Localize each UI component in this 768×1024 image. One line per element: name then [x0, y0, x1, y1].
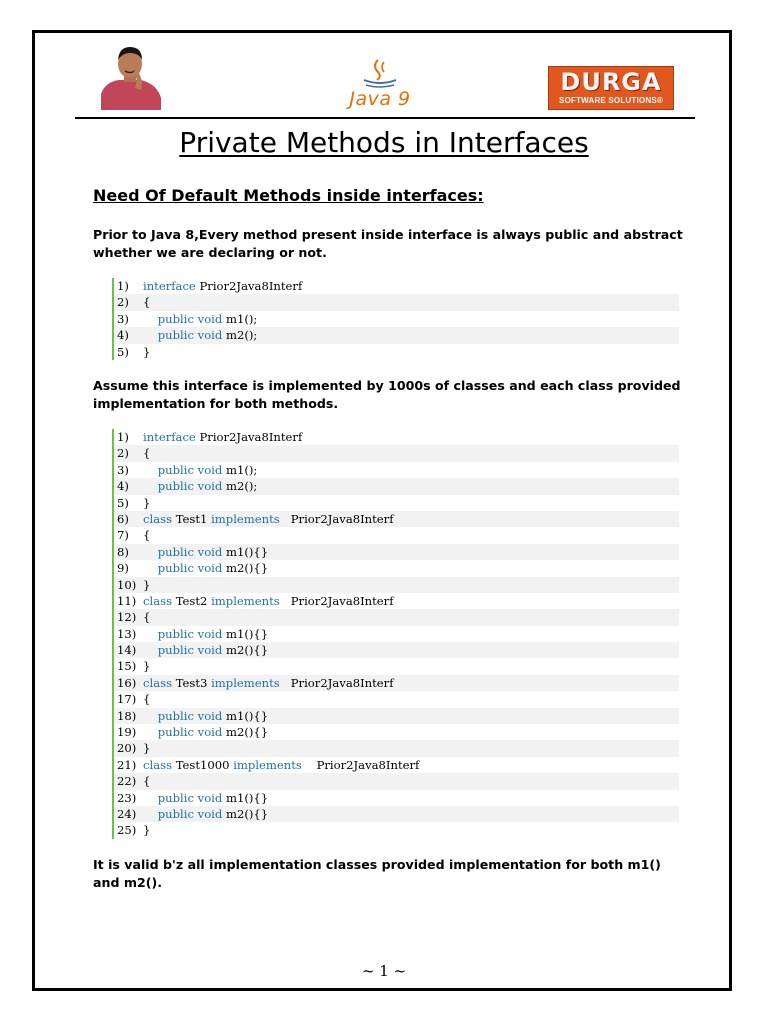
code-keyword: class: [143, 757, 173, 772]
code-line-number: 11): [117, 593, 137, 608]
code-line: [114, 822, 679, 838]
code-text: [143, 791, 158, 805]
code-text: }: [143, 659, 151, 674]
code-text: {: [143, 610, 151, 625]
java-logo-text: Java 9: [349, 88, 411, 110]
code-text: [143, 627, 158, 641]
code-text: [143, 561, 158, 575]
conclusion-paragraph: It is valid b'z all implementation classes provided implementation for both m1() and m2().: [93, 857, 661, 890]
java-9-logo: [328, 58, 432, 110]
code-line-number: 4): [117, 328, 129, 343]
page-title: Private Methods in Interfaces: [179, 126, 589, 159]
code-text: [143, 643, 158, 657]
code-line-number: 10): [117, 577, 137, 592]
section-heading: Need Of Default Methods inside interfaces:: [93, 186, 484, 205]
code-text: Prior2Java8Interf: [195, 430, 303, 444]
code-line: [114, 773, 679, 789]
code-text: Prior2Java8Interf: [279, 593, 394, 608]
code-line: [114, 544, 679, 560]
code-keyword: public void: [157, 708, 223, 723]
code-line: [114, 429, 679, 445]
code-line: [114, 790, 679, 806]
code-keyword: public void: [157, 544, 223, 559]
code-line: [114, 708, 679, 724]
code-keyword: public void: [157, 561, 223, 576]
code-text: m1();: [222, 311, 258, 326]
code-text: [143, 463, 158, 477]
code-line: [114, 511, 679, 527]
code-keyword: public void: [157, 725, 223, 740]
code-line-number: 3): [117, 462, 129, 477]
code-keyword: implements: [211, 593, 280, 608]
code-line-number: 12): [117, 610, 137, 625]
code-line: [114, 757, 679, 773]
code-text: m2(){}: [222, 725, 269, 740]
code-line-number: 6): [117, 511, 129, 526]
code-line-number: 9): [117, 561, 129, 576]
code-keyword: implements: [211, 511, 280, 526]
intro-paragraph: Prior to Java 8,Every method present inside interface is always public and abstract whether we are declaring or not.: [93, 227, 683, 260]
code-text: m1(){}: [222, 626, 269, 641]
code-line-number: 16): [117, 675, 137, 690]
code-line: [114, 609, 679, 625]
code-keyword: public void: [157, 806, 223, 821]
code-keyword: public void: [157, 462, 223, 477]
code-keyword: public void: [157, 311, 223, 326]
code-text: [143, 479, 158, 493]
code-keyword: public void: [157, 643, 223, 658]
code-line-number: 25): [117, 823, 137, 838]
code-line: [114, 675, 679, 691]
code-text: m2(){}: [222, 561, 269, 576]
code-line: [114, 642, 679, 658]
code-text: }: [143, 344, 151, 359]
code-text: }: [143, 823, 151, 838]
code-line: [114, 527, 679, 543]
code-listing-interface: [112, 278, 679, 360]
code-line-number: 1): [117, 279, 129, 293]
page-number: ~ 1 ~: [361, 962, 407, 980]
code-line-number: 2): [117, 295, 129, 310]
code-keyword: class: [143, 511, 173, 526]
code-line: [114, 691, 679, 707]
code-keyword: public void: [157, 479, 223, 494]
code-text: Test1: [172, 511, 212, 526]
durga-logo-name: DURGA: [560, 68, 662, 96]
code-keyword: public void: [157, 790, 223, 805]
code-line: [114, 495, 679, 511]
code-line: [114, 344, 679, 360]
code-text: [143, 328, 158, 342]
code-line: [114, 806, 679, 822]
code-line-number: 15): [117, 659, 137, 674]
code-line-number: 20): [117, 741, 137, 756]
code-text: m2();: [222, 479, 258, 494]
code-text: Test1000: [172, 757, 234, 772]
code-line-number: 7): [117, 528, 129, 543]
code-line: [114, 593, 679, 609]
code-line-number: 5): [117, 495, 129, 510]
header-divider: [75, 117, 695, 119]
code-keyword: class: [143, 593, 173, 608]
code-text: [143, 725, 158, 739]
code-text: {: [143, 528, 151, 543]
code-line-number: 2): [117, 446, 129, 461]
code-text: [143, 312, 158, 326]
code-line-number: 1): [117, 430, 129, 444]
code-text: Prior2Java8Interf: [279, 511, 394, 526]
code-line: [114, 626, 679, 642]
assumption-paragraph: Assume this interface is implemented by 1000s of classes and each class provided implementation for both methods.: [93, 378, 681, 411]
code-keyword: class: [143, 675, 173, 690]
code-text: [143, 709, 158, 723]
code-text: Prior2Java8Interf: [279, 675, 394, 690]
code-line: [114, 478, 679, 494]
code-text: m2();: [222, 328, 258, 343]
durga-logo-tagline: SOFTWARE SOLUTIONS®: [559, 96, 663, 105]
code-listing-implementations: [112, 429, 679, 839]
code-text: }: [143, 577, 151, 592]
code-keyword: interface: [143, 430, 196, 444]
code-line: [114, 445, 679, 461]
code-line: [114, 311, 679, 327]
code-text: Prior2Java8Interf: [195, 279, 303, 293]
code-line-number: 8): [117, 544, 129, 559]
code-line-number: 4): [117, 479, 129, 494]
code-line-number: 17): [117, 692, 137, 707]
code-line-number: 21): [117, 757, 137, 772]
code-line-number: 3): [117, 311, 129, 326]
code-text: }: [143, 741, 151, 756]
code-line-number: 13): [117, 626, 137, 641]
coffee-cup-icon: [328, 58, 432, 90]
code-text: m2(){}: [222, 643, 269, 658]
code-line-number: 5): [117, 344, 129, 359]
code-keyword: interface: [143, 279, 196, 293]
code-text: {: [143, 774, 151, 789]
code-text: {: [143, 295, 151, 310]
code-text: Prior2Java8Interf: [301, 757, 420, 772]
code-text: [143, 807, 158, 821]
code-keyword: implements: [211, 675, 280, 690]
code-keyword: public void: [157, 626, 223, 641]
code-line-number: 14): [117, 643, 137, 658]
durga-logo: [548, 66, 674, 110]
code-text: m1(){}: [222, 790, 269, 805]
code-text: [143, 545, 158, 559]
code-line: [114, 327, 679, 343]
code-line-number: 22): [117, 774, 137, 789]
code-line-number: 18): [117, 708, 137, 723]
code-text: m1(){}: [222, 544, 269, 559]
code-line: [114, 278, 679, 294]
code-text: m2(){}: [222, 806, 269, 821]
code-line: [114, 462, 679, 478]
code-text: m1(){}: [222, 708, 269, 723]
code-text: Test2: [172, 593, 212, 608]
code-line: [114, 294, 679, 310]
code-line: [114, 724, 679, 740]
code-line-number: 23): [117, 790, 137, 805]
author-photo: [95, 44, 165, 110]
code-keyword: public void: [157, 328, 223, 343]
code-keyword: implements: [233, 757, 302, 772]
code-line: [114, 577, 679, 593]
code-text: Test3: [172, 675, 212, 690]
code-text: m1();: [222, 462, 258, 477]
code-line: [114, 658, 679, 674]
code-text: }: [143, 495, 151, 510]
code-text: {: [143, 446, 151, 461]
code-text: {: [143, 692, 151, 707]
code-line: [114, 560, 679, 576]
code-line-number: 24): [117, 806, 137, 821]
code-line-number: 19): [117, 725, 137, 740]
code-line: [114, 740, 679, 756]
